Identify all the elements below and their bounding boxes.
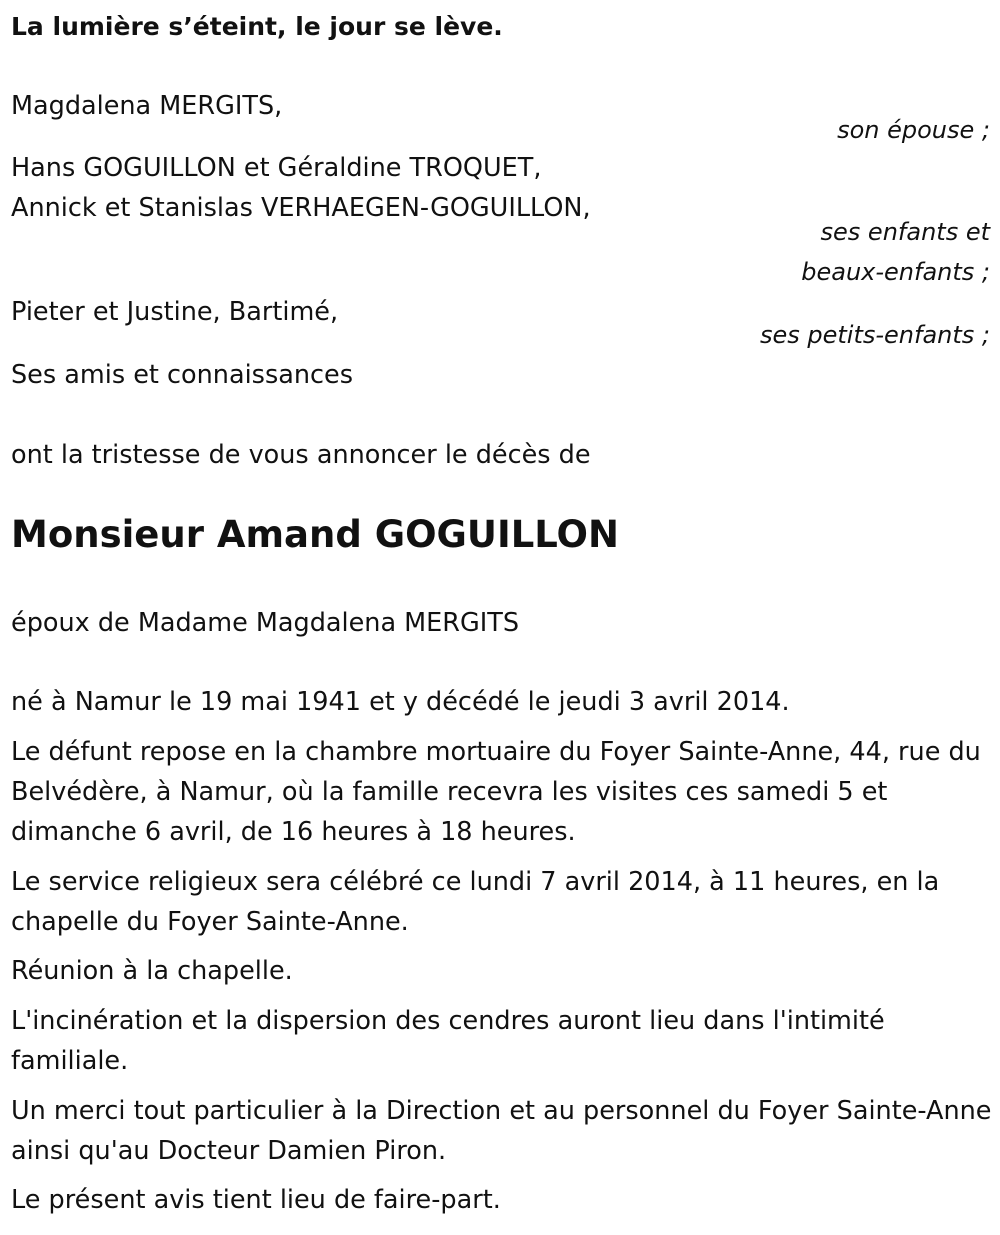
announcement-line: ont la tristesse de vous annoncer le décès de bbox=[11, 440, 591, 470]
spouse-of-line: époux de Madame Magdalena MERGITS bbox=[11, 608, 520, 638]
grandchildren-names: Pieter et Justine, Bartimé, bbox=[11, 297, 339, 327]
cremation-paragraph: L'incinération et la dispersion des cendres auront lieu dans l'intimité familiale. bbox=[11, 1006, 885, 1076]
deceased-name: Monsieur Amand GOGUILLON bbox=[11, 513, 619, 556]
children-role-line-1: ses enfants et bbox=[820, 218, 990, 246]
notice-paragraph: Le présent avis tient lieu de faire-part. bbox=[11, 1185, 501, 1215]
spouse-name: Magdalena MERGITS, bbox=[11, 91, 283, 121]
notice-heading: La lumière s’éteint, le jour se lève. bbox=[11, 12, 503, 41]
grandchildren-role: ses petits-enfants ; bbox=[759, 321, 990, 349]
friends-line: Ses amis et connaissances bbox=[11, 360, 354, 390]
reunion-paragraph: Réunion à la chapelle. bbox=[11, 956, 293, 986]
spouse-role: son épouse ; bbox=[837, 116, 990, 144]
service-paragraph: Le service religieux sera célébré ce lundi 7 avril 2014, à 11 heures, en la chapelle du Foyer Sainte-Anne. bbox=[11, 867, 940, 937]
thanks-paragraph: Un merci tout particulier à la Direction et au personnel du Foyer Sainte-Anne ainsi qu'au Docteur Damien Piron. bbox=[11, 1096, 992, 1166]
children-role-line-2: beaux-enfants ; bbox=[801, 258, 990, 286]
viewing-paragraph: Le défunt repose en la chambre mortuaire du Foyer Sainte-Anne, 44, rue du Belvédère, à Namur, où la famille recevra les visites ces samedi 5 et dimanche 6 avril, de 16 heures à 18 heures. bbox=[11, 737, 981, 847]
children-line-2: Annick et Stanislas VERHAEGEN-GOGUILLON, bbox=[11, 193, 591, 223]
children-line-1: Hans GOGUILLON et Géraldine TROQUET, bbox=[11, 153, 542, 183]
birth-death-paragraph: né à Namur le 19 mai 1941 et y décédé le jeudi 3 avril 2014. bbox=[11, 687, 790, 717]
